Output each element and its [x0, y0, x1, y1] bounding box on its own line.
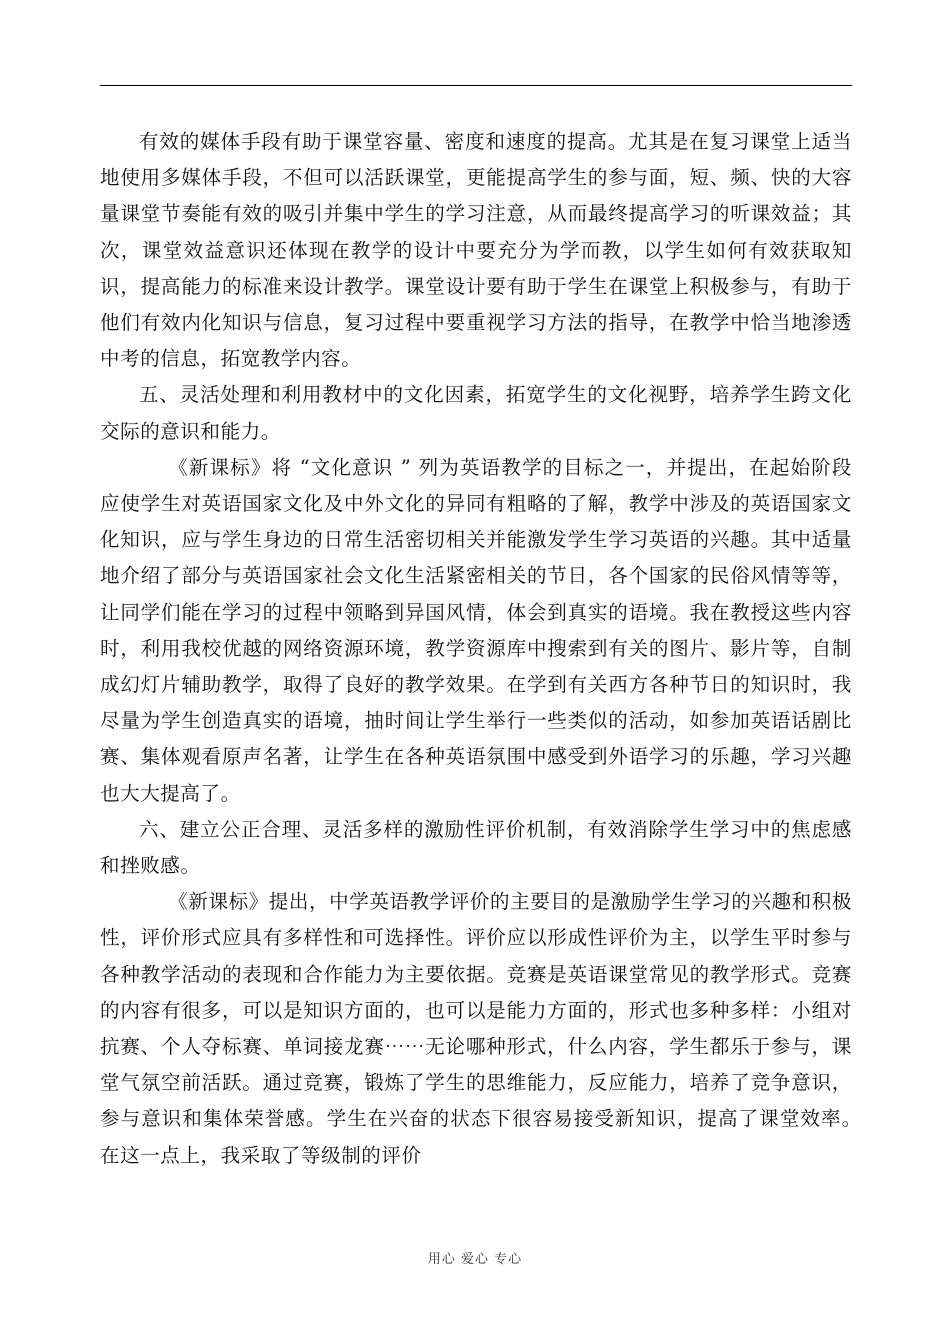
paragraph-media-efficiency: 有效的媒体手段有助于课堂容量、密度和速度的提高。尤其是在复习课堂上适当地使用多媒体手段，不但可以活跃课堂，更能提高学生的参与面，短、频、快的大容量课堂节奏能有效的吸引并集中学生的学习注意，从而最终提高学习的听课效益；其次，课堂效益意识还体现在教学的设计中要充分为学而教，以学生如何有效获取知识，提高能力的标准来设计教学。课堂设计要有助于学生在课堂上积极参与，有助于他们有效内化知识与信息，复习过程中要重视学习方法的指导，在教学中恰当地渗透中考的信息，拓宽教学内容。: [100, 130, 852, 371]
section-heading-five: 五、灵活处理和利用教材中的文化因素，拓宽学生的文化视野，培养学生跨文化交际的意识和能力。: [100, 383, 852, 443]
section-heading-six: 六、建立公正合理、灵活多样的激励性评价机制，有效消除学生学习中的焦虑感和挫败感。: [100, 817, 852, 878]
paragraph-culture-awareness: 《新课标》将 “文化意识 ” 列为英语教学的目标之一，并提出，在起始阶段应使学生对英语国家文化及中外文化的异同有粗略的了解，教学中涉及的英语国家文化知识，应与学生身边的日常生活密切相关并能激发学生学习英语的兴趣。其中适量地介绍了部分与英语国家社会文化生活紧密相关的节日，各个国家的民俗风情等等，让同学们能在学习的过程中领略到异国风情，体会到真实的语境。我在教授这些内容时，利用我校优越的网络资源环境，教学资源库中搜索到有关的图片、影片等，自制成幻灯片辅助教学，取得了良好的教学效果。在学到有关西方各种节日的知识时，我尽量为学生创造真实的语境，抽时间让学生举行一些类似的活动，如参加英语话剧比赛、集体观看原声名著，让学生在各种英语氛围中感受到外语学习的乐趣，学习兴趣也大大提高了。: [100, 455, 852, 805]
page-footer: 用心 爱心 专心: [427, 1252, 523, 1267]
document-body: [100, 124, 873, 1174]
header-rule: [100, 85, 852, 86]
paragraph-evaluation: 《新课标》提出，中学英语教学评价的主要目的是激励学生学习的兴趣和积极性，评价形式应具有多样性和可选择性。评价应以形成性评价为主，以学生平时参与各种教学活动的表现和合作能力为主要依据。竞赛是英语课堂常见的教学形式。竞赛的内容有很多，可以是知识方面的，也可以是能力方面的，形式也多种多样：小组对抗赛、个人夺标赛、单词接龙赛⋯⋯无论哪种形式，什么内容，学生都乐于参与，课堂气氛空前活跃。通过竞赛，锻炼了学生的思维能力，反应能力，培养了竞争意识，参与意识和集体荣誉感。学生在兴奋的状态下很容易接受新知识，提高了课堂效率。 在这一点上，我采取了等级制的评价: [100, 890, 873, 1167]
